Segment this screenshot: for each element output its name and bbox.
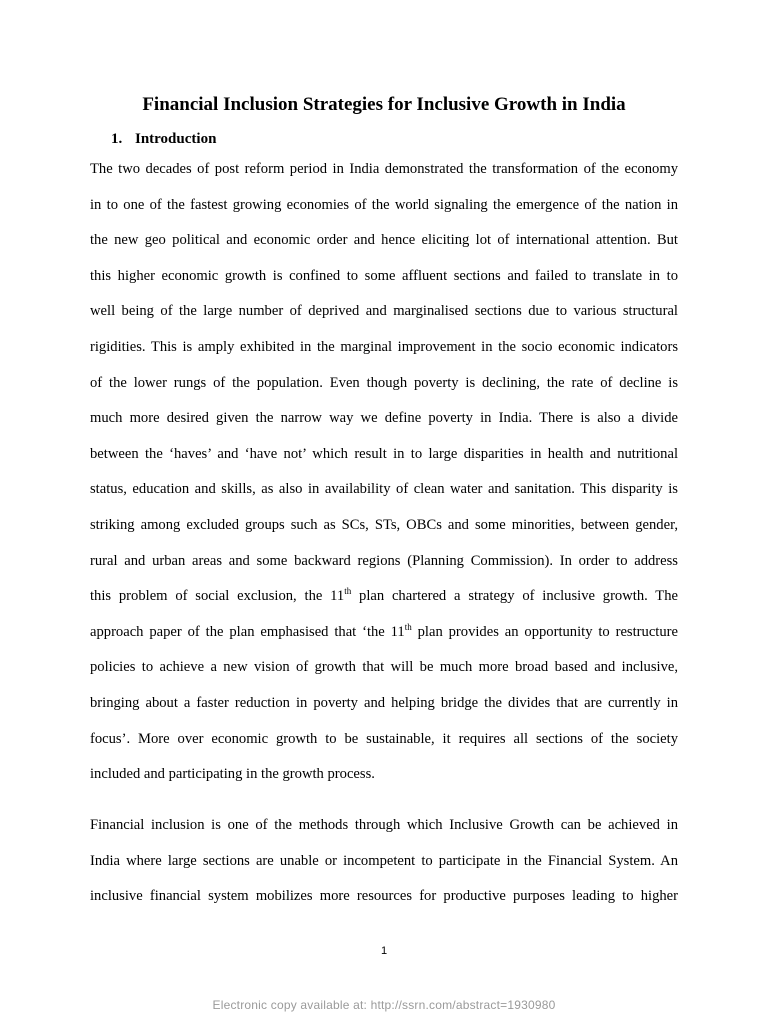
text-line: this higher economic growth is confined to some affluent sections and failed to translate in to	[90, 267, 678, 284]
text-fragment: plan provides an opportunity to restructure	[411, 623, 678, 640]
section-heading	[111, 128, 216, 150]
text-line: striking among excluded groups such as SCs, STs, OBCs and some minorities, between gender,	[90, 516, 678, 533]
text-line: India where large sections are unable or incompetent to participate in the Financial System. An	[90, 852, 678, 869]
text-line: inclusive financial system mobilizes more resources for productive purposes leading to higher	[90, 888, 678, 905]
text-line: rural and urban areas and some backward regions (Planning Commission). In order to address	[90, 552, 678, 569]
ordinal-superscript: th	[404, 621, 412, 632]
ssrn-footer-link[interactable]: Electronic copy available at: http://ssrn.com/abstract=1930980	[212, 998, 556, 1012]
text-fragment: approach paper of the plan emphasised that ‘the 11	[90, 623, 405, 640]
text-line: rigidities. This is amply exhibited in the marginal improvement in the socio economic indicators	[90, 338, 678, 355]
text-line: focus’. More over economic growth to be sustainable, it requires all sections of the society	[90, 730, 678, 747]
paragraph-financial-inclusion	[90, 808, 678, 915]
text-fragment: this problem of social exclusion, the 11	[90, 588, 345, 605]
text-line: The two decades of post reform period in India demonstrated the transformation of the economy	[90, 161, 678, 177]
ordinal-superscript: th	[344, 586, 352, 597]
text-line: of the lower rungs of the population. Even though poverty is declining, the rate of decline is	[90, 374, 678, 391]
text-line-superscript	[90, 615, 678, 651]
text-line: bringing about a faster reduction in poverty and helping bridge the divides that are currently in	[90, 694, 678, 711]
text-line: included and participating in the growth process.	[90, 766, 375, 783]
section-title: Introduction	[135, 131, 217, 147]
section-number: 1.	[111, 131, 123, 147]
text-line: policies to achieve a new vision of growth that will be much more broad based and inclusive,	[90, 659, 678, 676]
text-fragment: plan chartered a strategy of inclusive growth. The	[351, 588, 678, 605]
text-line: well being of the large number of deprived and marginalised sections due to various structural	[90, 303, 678, 320]
page-number: 1	[380, 945, 388, 957]
text-line: Financial inclusion is one of the methods through which Inclusive Growth can be achieved in	[90, 817, 678, 833]
text-line: the new geo political and economic order and hence eliciting lot of international attention. But	[90, 232, 678, 249]
text-line: between the ‘haves’ and ‘have not’ which result in to large disparities in health and nutritional	[90, 445, 678, 462]
text-line: in to one of the fastest growing economies of the world signaling the emergence of the nation in	[90, 196, 678, 213]
text-line: status, education and skills, as also in availability of clean water and sanitation. This disparity is	[90, 481, 678, 498]
text-line: much more desired given the narrow way we define poverty in India. There is also a divide	[90, 410, 678, 427]
paragraph-introduction	[90, 152, 678, 793]
document-title: Financial Inclusion Strategies for Inclusive Growth in India	[142, 94, 626, 115]
text-line-superscript	[90, 579, 678, 615]
